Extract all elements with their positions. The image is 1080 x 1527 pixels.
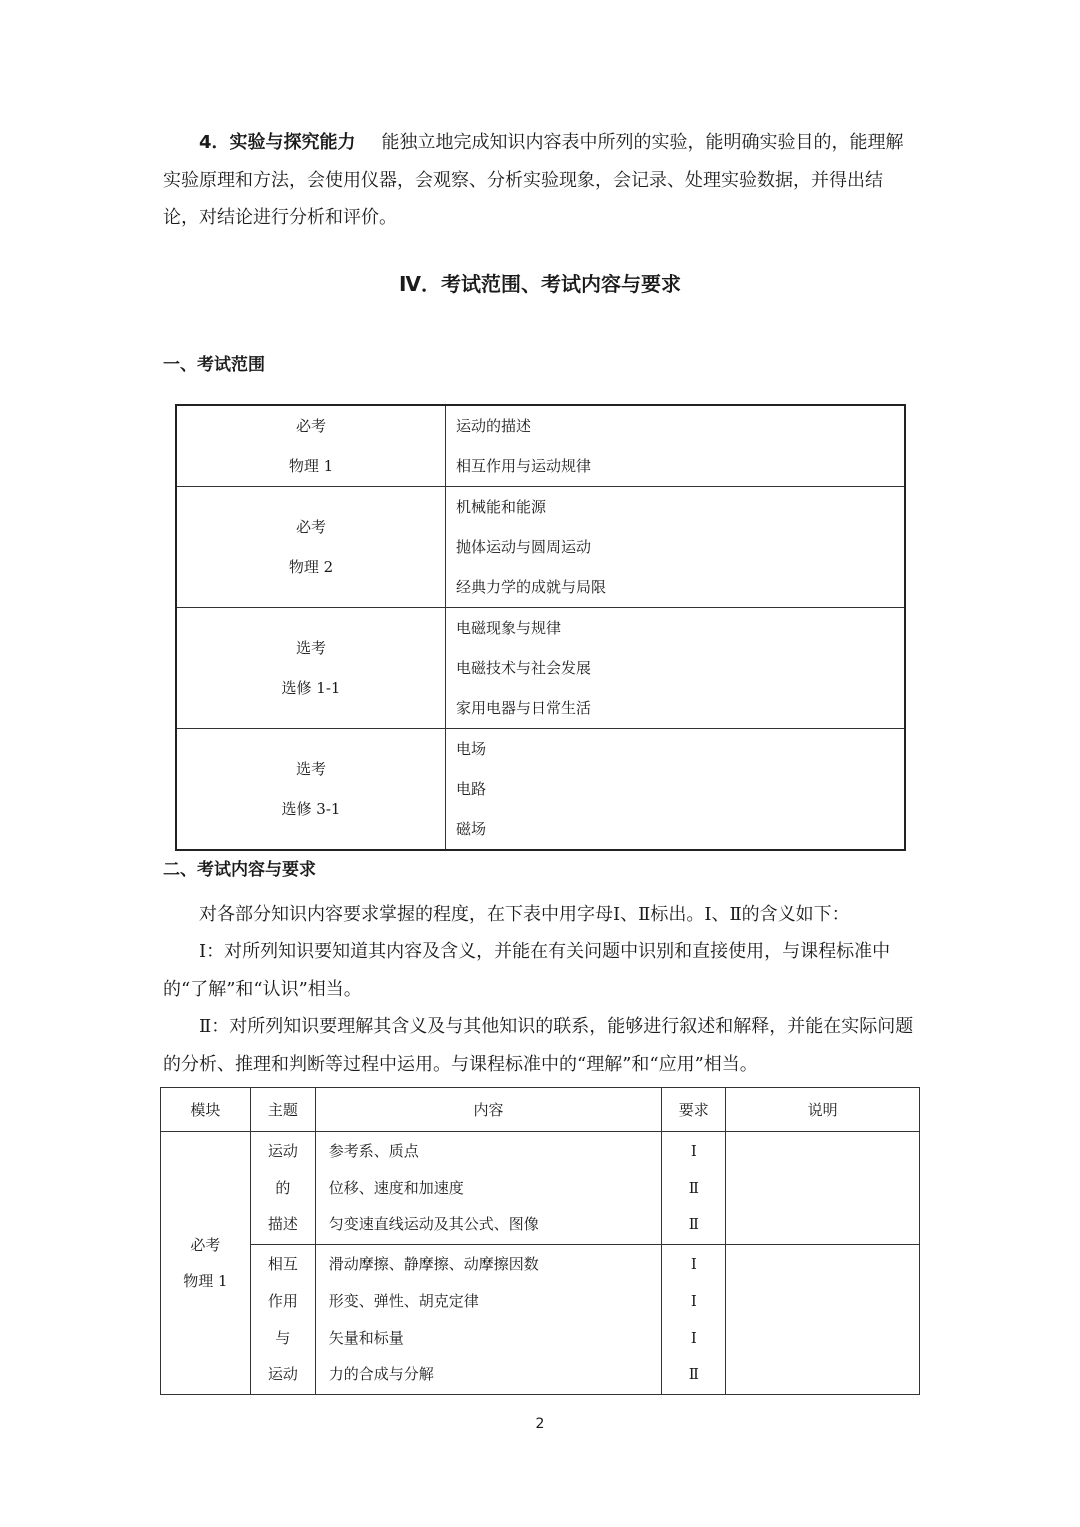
content-item: 匀变速直线运动及其公式、图像 [328,1215,539,1234]
scope-title: 一、考试范围 [163,355,265,375]
scope-topic: 抛体运动与圆周运动 [456,538,592,556]
header-module: 模块 [161,1088,251,1132]
scope-topics-cell [446,729,906,851]
scope-row [176,729,905,851]
scope-topic: 磁场 [456,820,487,838]
theme-line: 描述 [267,1215,298,1234]
theme-line: 的 [275,1178,291,1197]
content-item: 矢量和标量 [328,1328,404,1347]
scope-topic: 经典力学的成就与局限 [456,578,607,596]
scope-module-cell [176,487,446,608]
requirement-level: Ⅱ [688,1365,699,1384]
scope-topics-cell [446,405,906,487]
theme-line: 与 [275,1328,291,1347]
header-content: 内容 [315,1088,662,1132]
scope-module-cell [176,608,446,729]
content-item: 位移、速度和加速度 [328,1178,464,1197]
scope-topic: 电磁现象与规律 [456,619,562,637]
content-item: 参考系、质点 [328,1142,419,1160]
module-name: 物理 1 [183,1271,228,1290]
theme-line: 运动 [267,1365,298,1384]
notes-cell [726,1245,920,1395]
theme-cell [250,1245,315,1395]
content-item: 力的合成与分解 [328,1365,434,1384]
scope-module-cell [176,405,446,487]
scope-module: 物理 1 [288,457,334,475]
scope-topic: 电路 [456,780,487,798]
header-notes: 说明 [726,1088,920,1132]
scope-row [176,405,905,487]
content-intro: 对各部分知识内容要求掌握的程度，在下表中用字母Ⅰ、Ⅱ标出。Ⅰ、Ⅱ的含义如下： [199,904,850,925]
scope-type: 选考 [295,760,326,778]
scope-row [176,487,905,608]
module-type: 必考 [190,1235,221,1254]
level2-definition: Ⅱ：对所列知识要理解其含义及与其他知识的联系，能够进行叙述和解释，并能在实际问题的分析、推理和判断等过程中运用。与课程标准中的“理解”和“应用”相当。 [163,1016,914,1075]
scope-topic: 电场 [456,740,487,758]
content-row [161,1245,920,1395]
notes-cell [726,1132,920,1245]
content-title: 二、考试内容与要求 [163,860,316,880]
scope-type: 必考 [295,518,326,536]
content-table [160,1087,920,1395]
requirement-level: Ⅰ [690,1142,697,1160]
scope-row [176,608,905,729]
scope-topic: 机械能和能源 [456,498,547,516]
content-item: 形变、弹性、胡克定律 [328,1291,479,1310]
scope-type: 选考 [295,639,326,657]
scope-topics-cell [446,608,906,729]
content-cell [315,1132,662,1245]
section4-title: 4．实验与探究能力 [199,132,356,153]
content-row [161,1132,920,1245]
scope-topic: 相互作用与运动规律 [456,457,592,475]
scope-table [175,404,906,851]
requirement-cell [662,1132,726,1245]
header-theme: 主题 [250,1088,315,1132]
requirement-level: Ⅰ [690,1328,697,1347]
scope-topics-cell [446,487,906,608]
requirement-level: Ⅰ [690,1255,697,1274]
page-number: 2 [535,1416,545,1432]
scope-module: 物理 2 [288,558,334,576]
scope-module-cell [176,729,446,851]
scope-type: 必考 [295,417,326,435]
requirement-level: Ⅰ [690,1291,697,1310]
content-header-row [161,1088,920,1132]
theme-line: 运动 [267,1142,298,1160]
scope-topic: 电磁技术与社会发展 [456,659,592,677]
theme-cell [250,1132,315,1245]
section-heading: Ⅳ．考试范围、考试内容与要求 [399,272,681,296]
scope-module: 选修 1-1 [281,679,341,697]
requirement-cell [662,1245,726,1395]
section4-text: 能独立地完成知识内容表中所列的实验，能明确实验目的，能理解实验原理和方法，会使用仪器，会观察、分析实验现象，会记录、处理实验数据，并得出结论，对结论进行分析和评价。 [163,132,904,228]
section4-paragraph [163,124,917,237]
content-item: 滑动摩擦、静摩擦、动摩擦因数 [328,1255,539,1274]
requirement-level: Ⅱ [688,1215,699,1234]
header-requirement: 要求 [662,1088,726,1132]
theme-line: 相互 [267,1255,298,1274]
scope-topic: 运动的描述 [456,417,532,435]
theme-line: 作用 [267,1291,298,1310]
requirement-level: Ⅱ [688,1178,699,1197]
module-cell [161,1132,251,1395]
content-cell [315,1245,662,1395]
scope-topic: 家用电器与日常生活 [456,699,592,717]
level1-definition: Ⅰ：对所列知识要知道其内容及含义，并能在有关问题中识别和直接使用，与课程标准中的“了解”和“认识”相当。 [163,941,891,1000]
scope-module: 选修 3-1 [281,800,341,818]
